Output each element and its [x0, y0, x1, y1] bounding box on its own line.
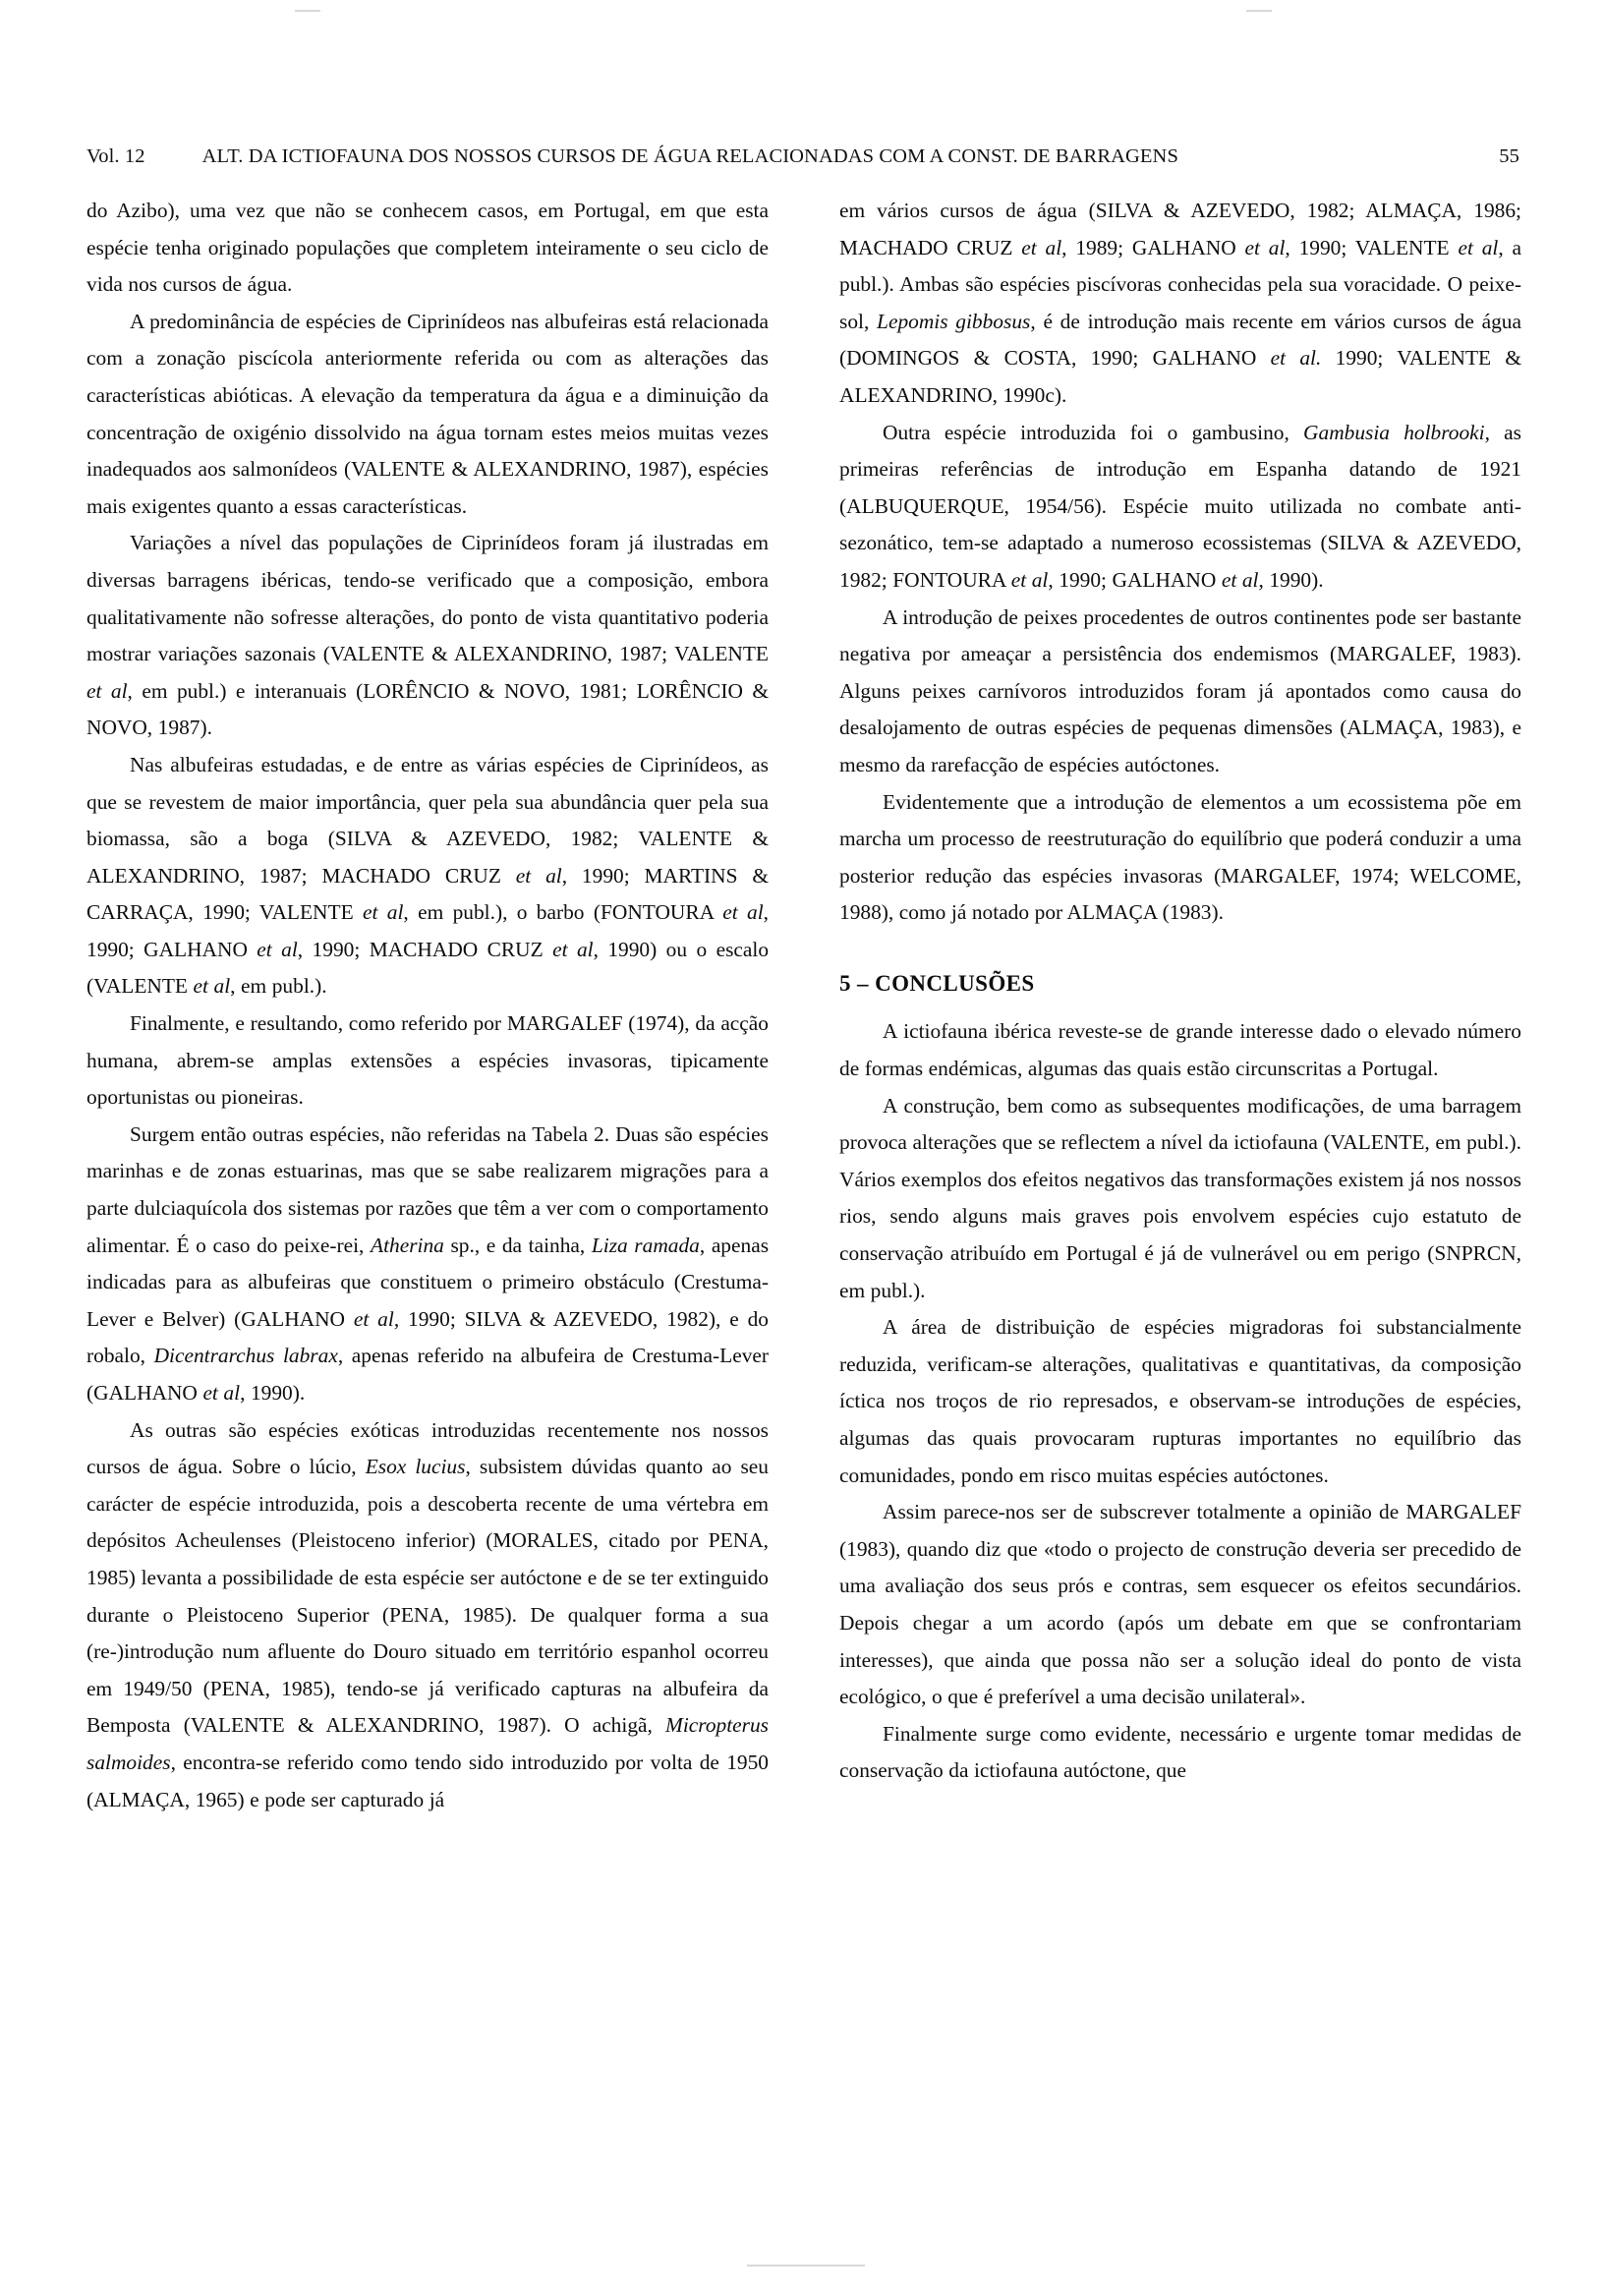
scientific-name: et al [1021, 235, 1062, 259]
paragraph: A introdução de peixes procedentes de outros continentes pode ser bastante negativa por ameaçar a persistência dos endemismos (MARGALEF, 1983). Alguns peixes carnívoros introduzidos foram já apontados como causa do desalojamento de outras espécies de pequenas dimensões (ALMAÇA, 1983), e mesmo da rarefacção de espécies autóctones. [839, 604, 1521, 776]
left-column [86, 193, 769, 1818]
running-head [86, 145, 1519, 168]
scientific-name: Atherina [371, 1233, 444, 1257]
scientific-name: et al [722, 900, 764, 925]
section-heading-conclusoes: 5 – CONCLUSÕES [839, 970, 1035, 996]
scientific-name: et al [1244, 235, 1286, 259]
paragraph: em vários cursos de água (SILVA & AZEVEDO, 1982; ALMAÇA, 1986; MACHADO CRUZ et al, 1989; GALHANO et al, 1990; VALENTE et al, a publ.). Ambas são espécies piscívoras conhecidas pela sua voracidade. O peixe-sol, Lepomis gibbosus, é de introdução mais recente em vários cursos de água (DOMINGOS & COSTA, 1990; GALHANO et al. 1990; VALENTE & ALEXANDRINO, 1990c). [839, 199, 1522, 407]
paragraph: Variações a nível das populações de Ciprinídeos foram já ilustradas em diversas barragens ibéricas, tendo-se verificado que a composição, embora qualitativamente não sofresse alterações, do ponto de vista quantitativo poderia mostrar variações sazonais (VALENTE & ALEXANDRINO, 1987; VALENTE et al, em publ.) e interanuais (LORÊNCIO & NOVO, 1981; LORÊNCIO & NOVO, 1987). [86, 531, 770, 740]
paragraph: A construção, bem como as subsequentes modificações, de uma barragem provoca alterações que se reflectem a nível da ictiofauna (VALENTE, em publ.). Vários exemplos dos efeitos negativos das transformações existem já nos nossos rios, sendo alguns mais graves pois envolvem espécies cujo estatuto de conservação atribuído em Portugal é já de vulnerável ou em perigo (SNPRCN, em publ.). [839, 1093, 1521, 1302]
scan-artifact-top-right [1246, 10, 1272, 12]
scientific-name: et al [202, 1381, 241, 1405]
scientific-name: et al [257, 937, 298, 961]
right-column [839, 193, 1521, 1818]
body-columns [86, 193, 1521, 1818]
volume-label: Vol. 12 [86, 145, 145, 167]
scientific-name: et al [193, 974, 231, 999]
page-number: 55 [1499, 145, 1519, 167]
paragraph: A área de distribuição de espécies migradoras foi substancialmente reduzida, verificam-se alterações, qualitativas e quantitativas, da composição íctica nos troços de rio represados, e observam-se introduções de espécies, algumas das quais provocaram rupturas importantes no equilíbrio das comunidades, pondo em risco muitas espécies autóctones. [839, 1315, 1521, 1487]
scientific-name: holbrooki [1404, 420, 1485, 444]
scientific-name: Dicentrarchus labrax [153, 1344, 338, 1368]
paragraph: As outras são espécies exóticas introduzidas recentemente nos nossos cursos de água. Sobre o lúcio, Esox lucius, subsistem dúvidas quanto ao seu carácter de espécie introduzida, pois a descoberta recente de uma vértebra em depósitos Acheulenses (Pleistoceno inferior) (MORALES, citado por PENA, 1985) levanta a possibilidade de esta espécie ser autóctone e de se ter extinguido durante o Pleistoceno Superior (PENA, 1985). De qualquer forma a sua (re-)introdução num afluente do Douro situado em território espanhol ocorreu em 1949/50 (PENA, 1985), tendo-se já verificado capturas na albufeira da Bemposta (VALENTE & ALEXANDRINO, 1987). O achigã, Micropterus salmoides, encontra-se referido como tendo sido introduzido por volta de 1950 (ALMAÇA, 1965) e pode ser capturado já [86, 1417, 769, 1811]
paragraph: Outra espécie introduzida foi o gambusino, Gambusia holbrooki, as primeiras referências de introdução em Espanha datando de 1921 (ALBUQUERQUE, 1954/56). Espécie muito utilizada no combate anti-sezonático, tem-se adaptado a numeroso ecossistemas (SILVA & AZEVEDO, 1982; FONTOURA et al, 1990; GALHANO et al, 1990). [839, 420, 1521, 592]
scientific-name: et al [86, 678, 128, 703]
scientific-name: Esox lucius [365, 1455, 466, 1479]
scientific-name: et al [362, 900, 404, 925]
scientific-name: et al [1221, 567, 1259, 592]
running-head-title: ALT. DA ICTIOFAUNA DOS NOSSOS CURSOS DE ÁGUA RELACIONADAS COM A CONST. DE BARRAGENS [201, 145, 1178, 167]
paragraph: Surgem então outras espécies, não referidas na Tabela 2. Duas são espécies marinhas e de zonas estuarinas, mas que se sabe realizarem migrações para a parte dulciaquícola dos sistemas por razões que têm a ver com o comportamento alimentar. É o caso do peixe-rei, Atherina sp., e da tainha, Liza ramada, apenas indicadas para as albufeiras que constituem o primeiro obstáculo (Crestuma-Lever e Belver) (GALHANO et al, 1990; SILVA & AZEVEDO, 1982), e do robalo, Dicentrarchus labrax, apenas referido na albufeira de Crestuma-Lever (GALHANO et al, 1990). [86, 1121, 770, 1405]
scientific-name: Micropterus salmoides [86, 1713, 769, 1774]
paragraph: A predominância de espécies de Ciprinídeos nas albufeiras está relacionada com a zonação piscícola anteriormente referida ou com as alterações das características abióticas. A elevação da temperatura da água e a diminuição da concentração de oxigénio dissolvido na água tornam estes meios muitas vezes inadequados aos salmonídeos (VALENTE & ALEXANDRINO, 1987), espécies mais exigentes quanto a essas características. [86, 309, 769, 518]
paragraph: Evidentemente que a introdução de elementos a um ecossistema põe em marcha um processo de reestruturação do equilíbrio que poderá conduzir a uma posterior redução das espécies invasoras (MARGALEF, 1974; WELCOME, 1988), como já notado por ALMAÇA (1983). [839, 789, 1521, 925]
scientific-name: et al. [1270, 346, 1322, 371]
scientific-name: Liza ramada [591, 1233, 700, 1257]
paragraph: Assim parece-nos ser de subscrever totalmente a opinião de MARGALEF (1983), quando diz que «todo o projecto de construção deveria ser precedido de uma avaliação dos seus prós e contras, sem esquecer os efeitos secundários. Depois chegar a um acordo (após um debate em que se confrontariam interesses), que ainda que possa não ser a solução ideal do ponto de vista ecológico, o que é preferível a uma decisão unilateral». [839, 1500, 1521, 1709]
scientific-name: Lepomis gibbosus [877, 309, 1031, 333]
scientific-name: et al [515, 863, 562, 888]
scientific-name: et al [1458, 235, 1499, 259]
scientific-name: et al [552, 937, 594, 961]
paragraph: Finalmente, e resultando, como referido por MARGALEF (1974), da acção humana, abrem-se amplas extensões a espécies invasoras, tipicamente oportunistas ou pioneiras. [86, 1011, 769, 1110]
paragraph: Finalmente surge como evidente, necessário e urgente tomar medidas de conservação da ictiofauna autóctone, que [839, 1721, 1521, 1783]
paragraph: do Azibo), uma vez que não se conhecem casos, em Portugal, em que esta espécie tenha originado populações que completem inteiramente o seu ciclo de vida nos cursos de água. [86, 199, 769, 297]
paragraph: Nas albufeiras estudadas, e de entre as várias espécies de Ciprinídeos, as que se revestem de maior importância, quer pela sua abundância quer pela sua biomassa, são a boga (SILVA & AZEVEDO, 1982; VALENTE & ALEXANDRINO, 1987; MACHADO CRUZ et al, 1990; MARTINS & CARRAÇA, 1990; VALENTE et al, em publ.), o barbo (FONTOURA et al, 1990; GALHANO et al, 1990; MACHADO CRUZ et al, 1990) ou o escalo (VALENTE et al, em publ.). [86, 752, 770, 999]
scientific-name: et al [1010, 567, 1049, 592]
scientific-name: Gambusia [1303, 420, 1390, 444]
scientific-name: et al [353, 1306, 394, 1331]
scan-artifact-top-left [295, 10, 320, 12]
paragraph: A ictiofauna ibérica reveste-se de grande interesse dado o elevado número de formas endémicas, algumas das quais estão circunscritas a Portugal. [839, 1019, 1521, 1081]
scan-artifact-bottom [747, 2265, 865, 2267]
